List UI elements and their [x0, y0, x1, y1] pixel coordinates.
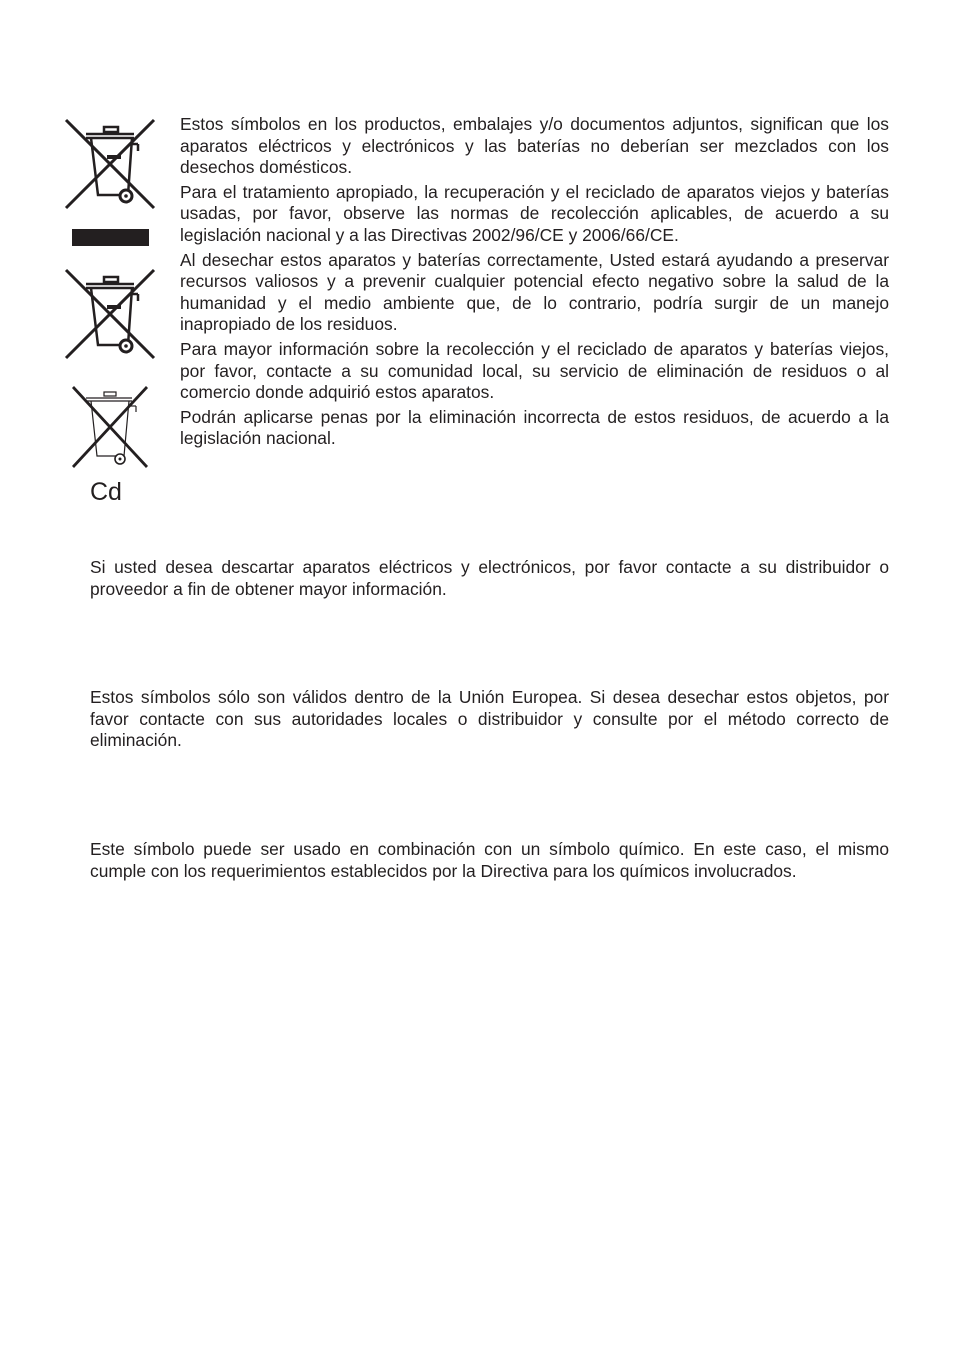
intro-paragraph: Para mayor información sobre la recolección y el reciclado de aparatos y baterías viejos, por favor, contacte a su comunidad local, su servicio de eliminación de residuos o al comercio donde adquirió estos aparatos.	[180, 338, 889, 403]
crossed-out-wheelie-bin-icon	[62, 266, 158, 362]
crossed-out-wheelie-bin-icon	[62, 116, 158, 212]
solid-bar-marking	[72, 229, 149, 246]
intro-paragraph: Estos símbolos en los productos, embalajes y/o documentos adjuntos, significan que los aparatos eléctricos y electrónicos y las baterías no deberían ser mezclados con los desechos domésticos.	[180, 114, 889, 178]
intro-paragraph: Al desechar estos aparatos y baterías correctamente, Usted estará ayudando a preservar recursos valiosos y a prevenir cualquier potencial efecto negativo sobre la salud de la humanidad y el medio ambiente que, de lo contrario, podría surgir de un manejo inapropiado de los residuos.	[180, 249, 889, 335]
intro-text	[180, 114, 889, 453]
intro-paragraph: Para el tratamiento apropiado, la recuperación y el reciclado de aparatos viejos y baterías usadas, por favor, observe las normas de recolección aplicables, de acuerdo a su legislación nacional y a las Directivas 2002/96/CE y 2006/66/CE.	[180, 181, 889, 245]
chemical-symbol-paragraph: Este símbolo puede ser usado en combinación con un símbolo químico. En este caso, el mismo cumple con los requerimientos establecidos por la Directiva para los químicos involucrados.	[90, 839, 889, 881]
chemical-symbol-label: Cd	[90, 478, 122, 506]
business-users-paragraph: Si usted desea descartar aparatos eléctricos y electrónicos, por favor contacte a su distribuidor o proveedor a fin de obtener mayor información.	[90, 557, 889, 599]
intro-paragraph: Podrán aplicarse penas por la eliminación incorrecta de estos residuos, de acuerdo a la legislación nacional.	[180, 406, 889, 449]
outside-eu-paragraph: Estos símbolos sólo son válidos dentro de la Unión Europea. Si desea desechar estos objetos, por favor contacte con sus autoridades locales o distribuidor y consulte por el método correcto de eliminación.	[90, 687, 889, 751]
crossed-out-wheelie-bin-icon	[70, 384, 150, 470]
